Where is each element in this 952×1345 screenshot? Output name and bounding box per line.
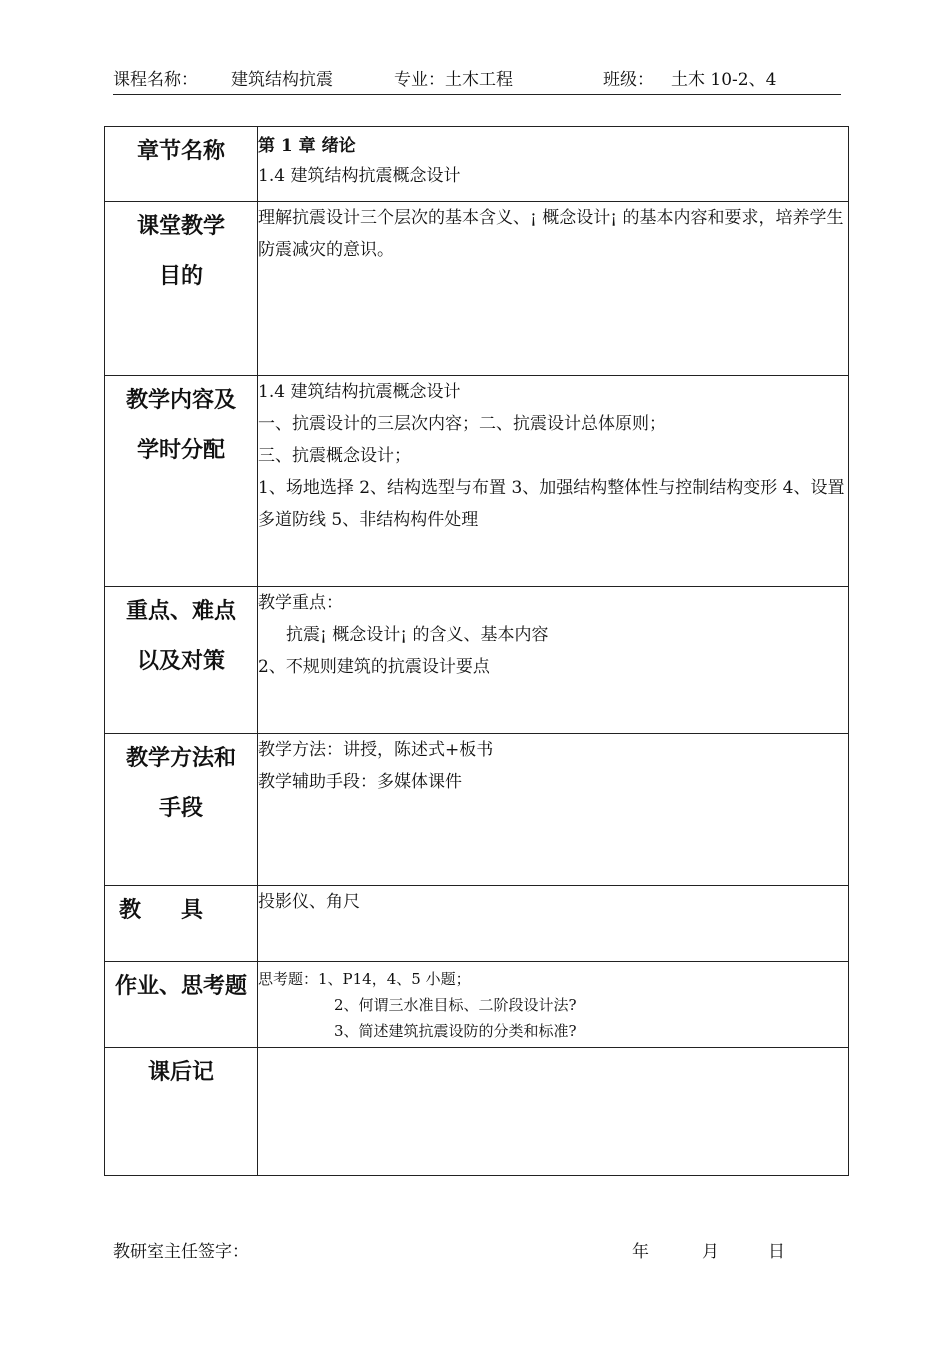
class-label: 班级： <box>603 70 654 90</box>
objective-text: 理解抗震设计三个层次的基本含义、¡ 概念设计¡ 的基本内容和要求，培养学生防震减灾的意识。 <box>258 208 844 260</box>
content-label-line2: 学时分配 <box>136 438 225 463</box>
row-homework <box>105 962 849 1048</box>
homework-line-3: 3、简述建筑抗震设防的分类和标准? <box>334 1022 577 1040</box>
class-value: 土木 10-2、4 <box>671 70 777 90</box>
row-objective <box>105 202 849 376</box>
row-notes <box>105 1048 849 1176</box>
keypoints-cell <box>258 587 849 734</box>
content-line-3: 三、抗震概念设计； <box>258 446 411 466</box>
keypoints-line-1: 教学重点： <box>258 593 343 613</box>
lesson-plan-table <box>104 126 849 1176</box>
objective-label <box>105 202 258 376</box>
content-line-2: 一、抗震设计的三层次内容；二、抗震设计总体原则； <box>258 414 666 434</box>
course-name-value: 建筑结构抗震 <box>231 70 333 90</box>
methods-line-1: 教学方法：讲授，陈述式+板书 <box>258 740 494 760</box>
keypoints-line-2: 抗震¡ 概念设计¡ 的含义、基本内容 <box>286 625 549 645</box>
course-name-label: 课程名称： <box>113 70 198 90</box>
content-line-4: 1、场地选择 2、结构选型与布置 3、加强结构整体性与控制结构变形 4、设置多道防线 5、非结构构件处理 <box>258 478 845 530</box>
notes-label: 课后记 <box>105 1048 258 1176</box>
chapter-section: 1.4 建筑结构抗震概念设计 <box>258 166 461 186</box>
row-keypoints <box>105 587 849 734</box>
major-field: 专业：土木工程 <box>394 70 513 90</box>
row-content <box>105 376 849 587</box>
methods-label <box>105 734 258 886</box>
tools-label <box>105 886 258 962</box>
month-label: 月 <box>702 1242 719 1262</box>
year-label: 年 <box>632 1242 649 1262</box>
keypoints-label-line2: 以及对策 <box>136 649 225 674</box>
keypoints-line-3: 2、不规则建筑的抗震设计要点 <box>258 657 490 677</box>
chapter-title: 第 1 章 绪论 <box>258 136 356 156</box>
row-tools <box>105 886 849 962</box>
homework-line-1: 思考题：1、P14，4、5 小题； <box>258 970 471 988</box>
chapter-label: 章节名称 <box>105 127 258 202</box>
tools-label-text: 教具 <box>118 898 243 923</box>
director-signature-label: 教研室主任签字： <box>113 1242 249 1262</box>
keypoints-label <box>105 587 258 734</box>
methods-label-line1: 教学方法和 <box>125 746 236 771</box>
homework-line-2: 2、何谓三水准目标、二阶段设计法? <box>334 996 577 1014</box>
content-label-line1: 教学内容及 <box>125 388 236 413</box>
content-label <box>105 376 258 587</box>
objective-label-line1: 课堂教学 <box>136 214 225 239</box>
content-line-1: 1.4 建筑结构抗震概念设计 <box>258 382 461 402</box>
row-chapter <box>105 127 849 202</box>
keypoints-label-line1: 重点、难点 <box>125 599 236 624</box>
homework-cell <box>258 962 849 1048</box>
notes-cell <box>258 1048 849 1176</box>
homework-label: 作业、思考题 <box>105 962 258 1048</box>
tools-cell <box>258 886 849 962</box>
row-methods <box>105 734 849 886</box>
page-header <box>113 66 841 95</box>
tools-text: 投影仪、角尺 <box>258 892 360 912</box>
content-cell <box>258 376 849 587</box>
objective-cell <box>258 202 849 376</box>
methods-label-line2: 手段 <box>158 796 203 821</box>
chapter-cell <box>258 127 849 202</box>
methods-line-2: 教学辅助手段：多媒体课件 <box>258 772 462 792</box>
methods-cell <box>258 734 849 886</box>
objective-label-line2: 目的 <box>158 264 203 289</box>
day-label: 日 <box>768 1242 785 1262</box>
